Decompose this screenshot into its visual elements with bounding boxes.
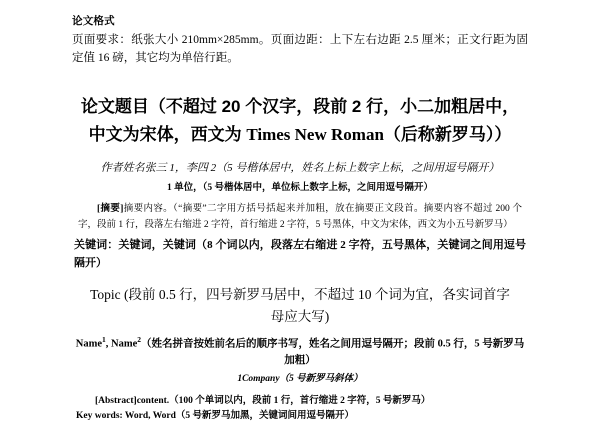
abstract-paragraph — [72, 202, 528, 233]
keywords-cn-line: 关键词：关键词，关键词（8 个词以内，段落左右缩进 2 字符，五号黑体，关键词之间用逗号隔开） — [74, 238, 526, 269]
spacer — [72, 195, 528, 202]
page-spec-paragraph: 页面要求：纸张大小 210mm×285mm。页面边距：上下左右边距 2.5 厘米；正文行距为固定值 16 磅，其它均为单倍行距。 — [72, 33, 528, 64]
main-title-line-2 — [72, 121, 528, 149]
english-abstract-label: [Abstract] — [95, 395, 137, 406]
main-title-line-1: 论文题目（不超过 20 个汉字，段前 2 行，小二加粗居中， — [80, 97, 520, 117]
english-abstract-paragraph — [72, 394, 528, 410]
english-keywords-line: Key words: Word, Word（5 号新罗马加黑，关键词间用逗号隔开） — [76, 411, 355, 422]
english-topic-line: Topic (段前 0.5 行，四号新罗马居中，不超过 10 个词为宜，各实词首字母应大写) — [90, 287, 510, 324]
english-abstract-text: content.（100 个单词以内，段前 1 行，首行缩进 2 字符，5 号新罗马） — [136, 395, 431, 406]
english-affiliation-line: 1Company（5 号新罗马斜体） — [237, 374, 363, 385]
author-line: 作者姓名张三 1，李四 2（5 号楷体居中，姓名上标上数字上标，之间用逗号隔开） — [100, 162, 500, 175]
spacer — [72, 272, 528, 284]
english-author-sup-1: 1 — [102, 335, 106, 345]
spacer — [72, 387, 528, 394]
english-author-line — [72, 334, 528, 368]
abstract-label: [摘要] — [97, 204, 124, 215]
main-title-roman-font-name: Times New Roman — [246, 124, 384, 144]
english-author-sup-2: 2 — [137, 335, 141, 345]
main-title-cn-suffix: （后称新罗马）） — [383, 124, 512, 144]
english-author-name-1: Name — [75, 338, 102, 350]
abstract-text: 摘要内容。（“摘要”二字用方括号括起来并加粗，放在摘要正文段首。摘要内容不超过 200 个字，段前 1 行，段落左右缩进 2 字符，首行缩进 2 字符，5 号黑体，中文为宋体，西文为小五号新罗马） — [78, 204, 523, 230]
main-title-cn-prefix: 中文为宋体，西文为 — [88, 124, 247, 144]
english-author-name-2: , Name — [105, 338, 138, 350]
paper-main-title — [72, 93, 528, 148]
english-author-note: （姓名拼音按姓前名后的顺序书写，姓名之间用逗号隔开；段前 0.5 行，5 号新罗马加粗） — [141, 338, 525, 366]
spacer — [72, 148, 528, 160]
section-heading: 论文格式 — [72, 15, 115, 27]
affiliation-line: 1 单位，（5 号楷体居中，单位标上数字上标，之间用逗号隔开） — [166, 182, 433, 193]
spacer — [72, 327, 528, 334]
spacer — [72, 67, 528, 93]
